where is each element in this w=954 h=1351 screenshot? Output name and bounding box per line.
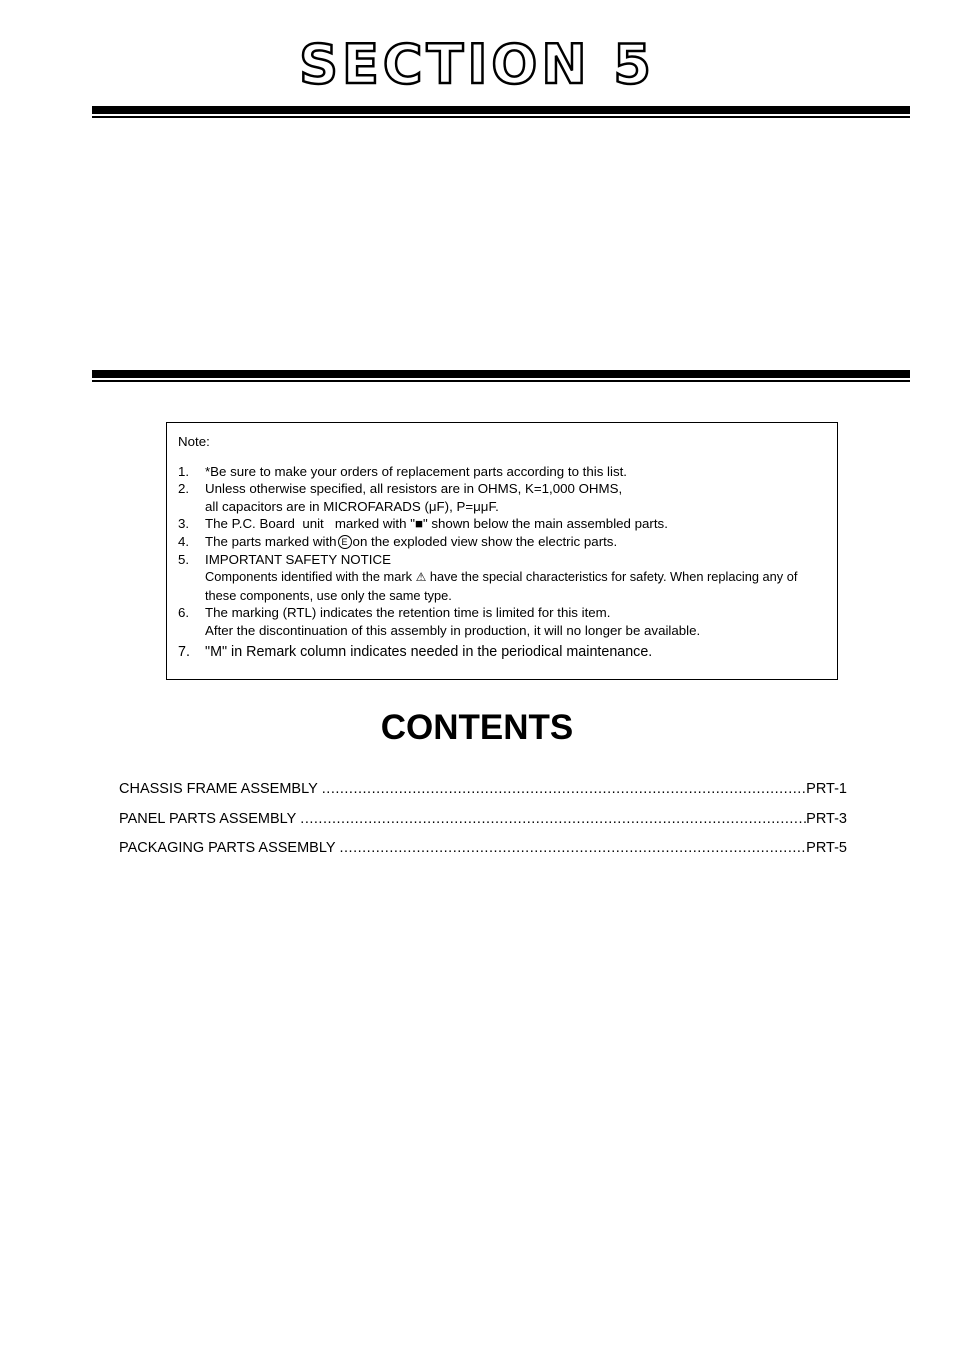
table-of-contents — [119, 781, 847, 870]
safety-warning-icon: ⚠ — [415, 570, 427, 585]
note-item-text: Unless otherwise specified, all resistors are in OHMS, K=1,000 OHMS, — [205, 481, 623, 497]
note-item-3 — [178, 515, 827, 533]
note-item-subtext: all capacitors are in MICROFARADS (μF), P=μμF. — [205, 498, 499, 514]
toc-entry-title: CHASSIS FRAME ASSEMBLY — [119, 781, 318, 797]
toc-entry-page: PRT-1 — [806, 781, 847, 797]
note-item-6 — [178, 604, 827, 639]
toc-entry-title: PACKAGING PARTS ASSEMBLY — [119, 840, 336, 856]
toc-entry[interactable] — [119, 840, 847, 870]
note-item-number: 3. — [178, 516, 190, 532]
note-item-2 — [178, 480, 827, 515]
toc-entry-page: PRT-5 — [806, 840, 847, 856]
note-item-number: 2. — [178, 481, 190, 497]
note-item-text: The P.C. Board unit marked with "■" shown below the main assembled parts. — [205, 516, 668, 532]
top-double-rule — [92, 106, 910, 118]
note-box — [166, 422, 838, 680]
note-item-subtext: Components identified with the mark — [205, 569, 412, 585]
note-item-subtext: After the discontinuation of this assembly in production, it will no longer be available. — [205, 622, 701, 638]
note-item-text-after: on the exploded view show the electric parts. — [352, 533, 618, 549]
electric-part-mark-icon: E — [338, 535, 352, 549]
toc-entry[interactable] — [119, 781, 847, 811]
toc-leader-dots — [340, 840, 807, 856]
toc-entry-title: PANEL PARTS ASSEMBLY — [119, 810, 297, 827]
toc-leader-dots — [322, 781, 806, 797]
note-item-text: IMPORTANT SAFETY NOTICE — [205, 551, 391, 567]
note-item-4 — [178, 533, 827, 551]
note-item-text: The parts marked with — [205, 533, 337, 549]
toc-leader-dots — [300, 811, 806, 827]
note-title: Note: — [178, 434, 210, 449]
contents-title: CONTENTS — [380, 708, 574, 747]
middle-double-rule — [92, 370, 910, 382]
note-item-subtext-after: have the special characteristics for safety. When replacing any of these components, use only the same type. — [205, 569, 798, 603]
toc-entry-page: PRT-3 — [806, 810, 847, 827]
note-item-number: 5. — [178, 551, 190, 567]
note-item-text: "M" in Remark column indicates needed in the periodical maintenance. — [205, 643, 653, 660]
note-item-5 — [178, 551, 827, 605]
note-item-text: *Be sure to make your orders of replacement parts according to this list. — [205, 463, 628, 479]
note-item-number: 4. — [178, 533, 190, 549]
note-item-number: 1. — [178, 463, 190, 479]
note-item-number: 6. — [178, 605, 190, 621]
note-item-1 — [178, 463, 827, 481]
section-title: SECTION 5 — [299, 33, 655, 96]
note-item-text: The marking (RTL) indicates the retention time is limited for this item. — [205, 605, 611, 621]
toc-entry[interactable] — [119, 811, 847, 841]
note-item-number: 7. — [178, 643, 190, 660]
note-item-7 — [178, 644, 827, 662]
